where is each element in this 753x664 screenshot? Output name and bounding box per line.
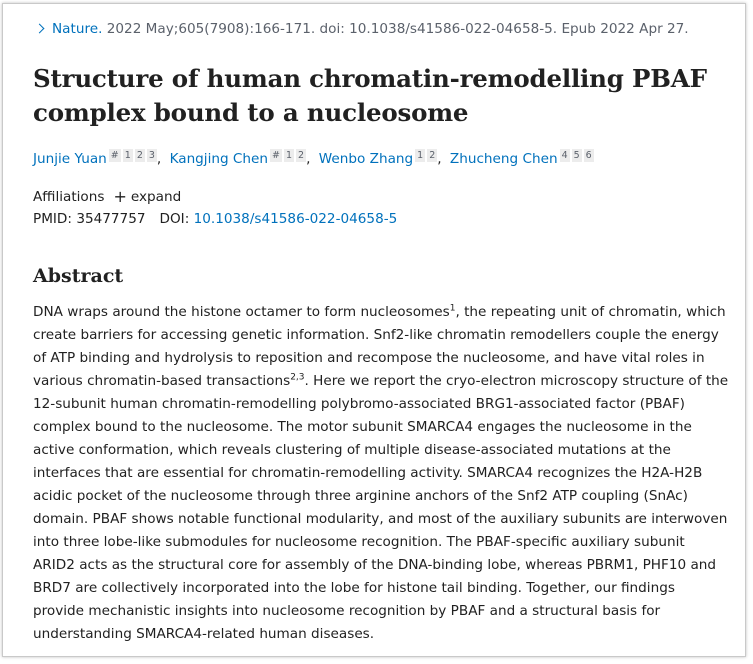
identifiers: [33, 211, 397, 227]
author-link[interactable]: Wenbo Zhang: [318, 151, 414, 167]
abstract-text: create barriers for accessing genetic information. Snf2-like chromatin remodellers couple the energy: [33, 327, 719, 343]
affiliations-label: Affiliations: [33, 189, 105, 205]
abstract-text: , the repeating unit of chromatin, which: [455, 304, 726, 320]
abstract-text: into three lobe-like submodules for nucleosome recognition. The PBAF-specific auxiliary subunit: [33, 534, 685, 550]
abstract-text: understanding SMARCA4-related human diseases.: [33, 626, 375, 642]
article-title: [33, 62, 733, 130]
citation-details: 2022 May;605(7908):166-171. doi: 10.1038/s41586-022-04658-5. Epub 2022 Apr 27.: [102, 21, 689, 37]
author-link[interactable]: Junjie Yuan: [33, 151, 107, 167]
author-item: [450, 151, 594, 167]
doi-link[interactable]: 10.1038/s41586-022-04658-5: [193, 211, 398, 227]
affiliation-ref[interactable]: 4: [561, 150, 568, 161]
abstract-text: of ATP binding and hydrolysis to reposition and recompose the nucleosome, and have vital roles in: [33, 350, 705, 366]
abstract-line: [33, 439, 738, 462]
abstract-line: [33, 301, 738, 324]
affiliation-ref[interactable]: 1: [417, 150, 424, 161]
title-line-1: Structure of human chromatin-remodelling PBAF: [33, 64, 707, 93]
abstract-line: [33, 577, 738, 600]
abstract-line: [33, 324, 738, 347]
journal-link[interactable]: Nature.: [52, 21, 103, 37]
affiliation-ref[interactable]: 1: [286, 150, 293, 161]
abstract-text: provide mechanistic insights into nucleosome recognition by PBAF and a structural basis for: [33, 603, 661, 619]
affiliation-ref[interactable]: 2: [429, 150, 436, 161]
abstract-line: [33, 623, 738, 646]
affiliation-ref[interactable]: 6: [585, 150, 592, 161]
author-item: [33, 151, 157, 167]
plus-icon: +: [113, 187, 127, 206]
abstract-text: interfaces that are essential for chromatin-remodelling activity. SMARCA4 recognizes the H2A-H2B: [33, 465, 703, 481]
title-line-2: complex bound to a nucleosome: [33, 98, 469, 127]
abstract-text: active conformation, which reveals clustering of multiple disease-associated mutations at the: [33, 442, 671, 458]
author-link[interactable]: Zhucheng Chen: [449, 151, 558, 167]
author-note-marker[interactable]: #: [272, 150, 280, 161]
doi-label: DOI:: [159, 211, 190, 227]
abstract-line: [33, 554, 738, 577]
abstract-line: [33, 462, 738, 485]
citation-line: [36, 21, 689, 37]
affiliation-ref[interactable]: 5: [573, 150, 580, 161]
affiliation-ref[interactable]: 2: [136, 150, 143, 161]
chevron-right-icon[interactable]: [35, 24, 45, 34]
pmid-value: 35477757: [76, 211, 146, 227]
author-link[interactable]: Kangjing Chen: [169, 151, 269, 167]
reference-link[interactable]: 1: [449, 303, 456, 314]
abstract-line: [33, 531, 738, 554]
expand-label: expand: [130, 189, 182, 205]
abstract-line: [33, 416, 738, 439]
affiliations-toggle[interactable]: [33, 186, 181, 205]
author-note-marker[interactable]: #: [110, 150, 119, 161]
reference-link[interactable]: 2,3: [290, 372, 305, 383]
abstract-text: . Here we report the cryo-electron microscopy structure of the: [304, 373, 729, 389]
abstract-line: [33, 370, 738, 393]
abstract-line: [33, 347, 738, 370]
abstract-body: [33, 301, 738, 646]
affiliation-ref[interactable]: 3: [148, 150, 155, 161]
abstract-text: complex bound to the nucleosome. The motor subunit SMARCA4 engages the nucleosome in the: [33, 419, 692, 435]
abstract-line: [33, 393, 738, 416]
author-item: [170, 151, 307, 167]
article-panel: [2, 3, 746, 657]
abstract-heading: Abstract: [33, 265, 124, 287]
affiliation-ref[interactable]: 2: [298, 150, 305, 161]
abstract-text: DNA wraps around the histone octamer to form nucleosomes: [33, 304, 450, 320]
abstract-line: [33, 485, 738, 508]
author-item: [319, 151, 438, 167]
abstract-line: [33, 600, 738, 623]
affiliation-ref[interactable]: 1: [124, 150, 131, 161]
pmid-label: PMID:: [33, 211, 72, 227]
abstract-text: acidic pocket of the nucleosome through three arginine anchors of the Snf2 ATP coupling (SnAc): [33, 488, 688, 504]
abstract-text: 12-subunit human chromatin-remodelling polybromo-associated BRG1-associated factor (PBAF): [33, 396, 685, 412]
abstract-text: ARID2 acts as the structural core for assembly of the DNA-binding lobe, whereas PBRM1, PHF10 and: [33, 557, 717, 573]
abstract-line: [33, 508, 738, 531]
abstract-text: domain. PBAF shows notable functional modularity, and most of the auxiliary subunits are interwoven: [33, 511, 728, 527]
authors-list: Junjie Yuan # 1 2 3 , Kangjing Chen # 1 2 , Wenbo Zhang 1 2 , Zhucheng Chen 4 5 6: [33, 150, 592, 167]
abstract-text: BRD7 are collectively incorporated into the lobe for histone tail binding. Together, our findings: [33, 580, 675, 596]
abstract-text: various chromatin-based transactions: [33, 373, 291, 389]
